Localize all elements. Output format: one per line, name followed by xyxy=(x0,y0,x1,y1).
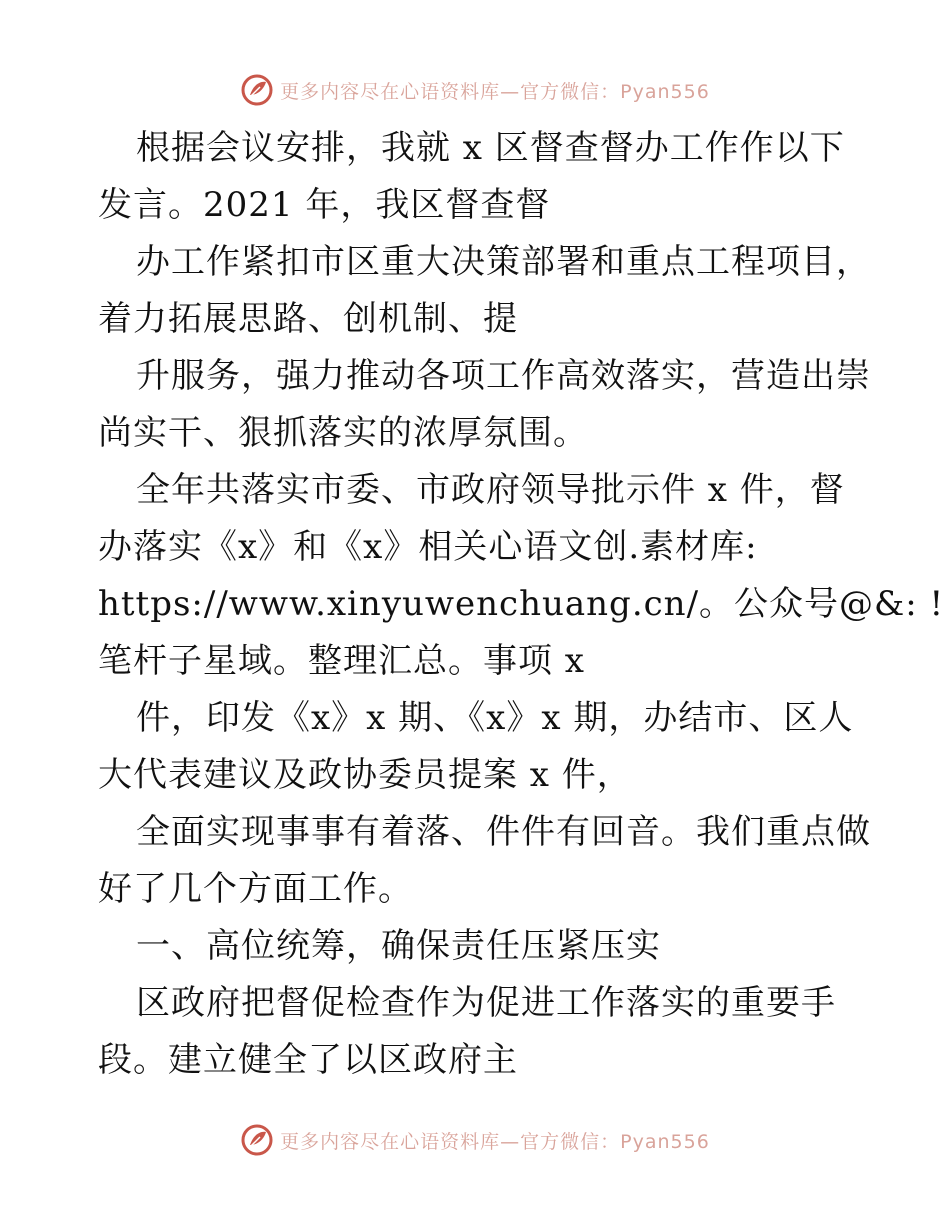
document-body xyxy=(98,120,945,1089)
text-line: 升服务，强力推动各项工作高效落实，营造出崇 xyxy=(136,356,871,396)
circle-leaf-logo-icon xyxy=(240,73,274,107)
text-line: 发言。2021 年，我区督查督 xyxy=(98,185,551,225)
text-line: 件，印发《x》x 期、《x》x 期，办结市、区人 xyxy=(136,698,854,738)
text-line: https://www.xinyuwenchuang.cn/。公众号@&: ! xyxy=(98,584,945,624)
header-watermark xyxy=(0,70,950,110)
circle-leaf-logo-icon xyxy=(240,1123,274,1157)
footer-watermark xyxy=(0,1120,950,1160)
text-line: 全面实现事事有着落、件件有回音。我们重点做 xyxy=(136,812,871,852)
text-line: 大代表建议及政协委员提案 x 件， xyxy=(98,755,632,795)
text-line: 办工作紧扣市区重大决策部署和重点工程项目， xyxy=(136,242,871,282)
section-heading: 一、高位统筹，确保责任压紧压实 xyxy=(136,926,661,966)
text-line: 办落实《x》和《x》相关心语文创.素材库: xyxy=(98,527,758,567)
text-line: 好了几个方面工作。 xyxy=(98,869,413,909)
text-line: 尚实干、狠抓落实的浓厚氛围。 xyxy=(98,413,588,453)
text-line: 区政府把督促检查作为促进工作落实的重要手 xyxy=(136,983,836,1023)
text-line: 根据会议安排，我就 x 区督查督办工作作以下 xyxy=(136,128,845,168)
text-line: 全年共落实市委、市政府领导批示件 x 件，督 xyxy=(136,470,845,510)
watermark-text: 更多内容尽在心语资料库—官方微信：Pyan556 xyxy=(280,1130,710,1153)
text-line: 段。建立健全了以区政府主 xyxy=(98,1040,518,1080)
text-line: 笔杆子星域。整理汇总。事项 x xyxy=(98,641,585,681)
text-line: 着力拓展思路、创机制、提 xyxy=(98,299,518,339)
watermark-text: 更多内容尽在心语资料库—官方微信：Pyan556 xyxy=(280,80,710,103)
